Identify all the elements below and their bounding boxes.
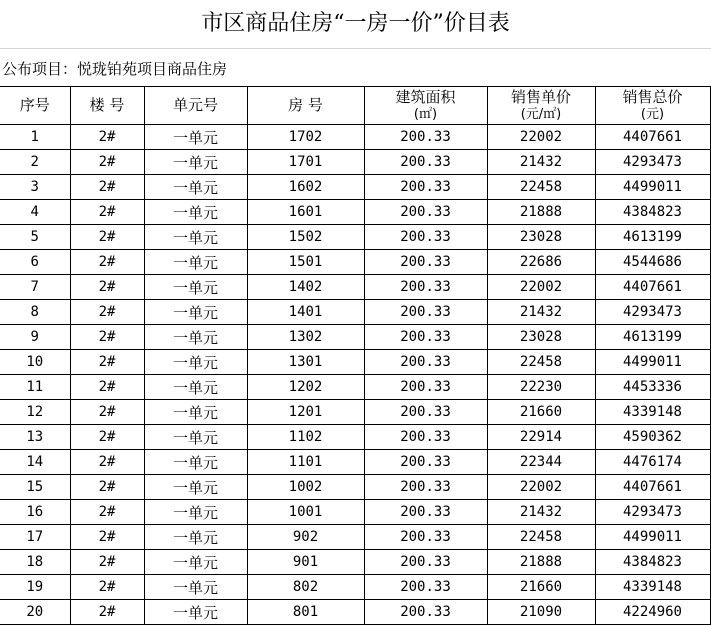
cell-room: 1001 [247,500,364,525]
cell-area: 200.33 [364,325,487,350]
cell-unit-price: 21888 [487,200,595,225]
cell-building: 2# [70,350,144,375]
cell-unit-price: 21660 [487,400,595,425]
col-header-unit-price-line2: (元/㎡) [520,106,562,122]
cell-room: 1102 [247,425,364,450]
cell-unit: 一单元 [144,575,247,600]
cell-unit: 一单元 [144,125,247,150]
cell-unit-price: 22002 [487,275,595,300]
cell-unit-price: 21888 [487,550,595,575]
project-subtitle: 公布项目：悦珑铂苑项目商品住房 [0,49,711,87]
cell-total-price: 4499011 [595,175,710,200]
cell-total-price: 4499011 [595,350,710,375]
table-body [0,125,710,625]
cell-unit-price: 22344 [487,450,595,475]
cell-area: 200.33 [364,275,487,300]
col-header-unit: 单元号 [144,87,247,125]
cell-seq: 15 [0,475,70,500]
table-row [0,525,710,550]
cell-unit: 一单元 [144,450,247,475]
col-header-total [595,87,710,125]
cell-total-price: 4453336 [595,375,710,400]
cell-area: 200.33 [364,575,487,600]
cell-building: 2# [70,300,144,325]
cell-total-price: 4293473 [595,150,710,175]
cell-area: 200.33 [364,475,487,500]
table-row [0,425,710,450]
cell-area: 200.33 [364,500,487,525]
table-row [0,225,710,250]
cell-building: 2# [70,525,144,550]
cell-total-price: 4590362 [595,425,710,450]
cell-unit: 一单元 [144,300,247,325]
table-row [0,250,710,275]
cell-unit: 一单元 [144,225,247,250]
cell-unit-price: 21090 [487,600,595,625]
cell-total-price: 4384823 [595,200,710,225]
cell-seq: 3 [0,175,70,200]
cell-total-price: 4476174 [595,450,710,475]
cell-unit: 一单元 [144,550,247,575]
table-row [0,400,710,425]
cell-area: 200.33 [364,175,487,200]
cell-room: 1701 [247,150,364,175]
cell-total-price: 4339148 [595,400,710,425]
cell-building: 2# [70,125,144,150]
cell-room: 1101 [247,450,364,475]
col-header-building: 楼 号 [70,87,144,125]
cell-area: 200.33 [364,225,487,250]
cell-unit-price: 22002 [487,475,595,500]
cell-total-price: 4613199 [595,325,710,350]
cell-building: 2# [70,500,144,525]
cell-room: 1502 [247,225,364,250]
cell-area: 200.33 [364,250,487,275]
cell-seq: 9 [0,325,70,350]
table-row [0,450,710,475]
cell-unit: 一单元 [144,525,247,550]
cell-building: 2# [70,600,144,625]
cell-unit-price: 23028 [487,225,595,250]
cell-seq: 8 [0,300,70,325]
col-header-area-line1: 建筑面积 [395,87,456,106]
page-title: 市区商品住房“一房一价”价目表 [0,0,711,49]
col-header-unit-price-line1: 销售单价 [510,87,571,106]
cell-unit-price: 22230 [487,375,595,400]
table-row [0,125,710,150]
col-header-area [364,87,487,125]
cell-area: 200.33 [364,200,487,225]
cell-building: 2# [70,425,144,450]
cell-total-price: 4339148 [595,575,710,600]
cell-room: 902 [247,525,364,550]
cell-total-price: 4499011 [595,525,710,550]
price-table [0,87,711,625]
cell-seq: 5 [0,225,70,250]
cell-building: 2# [70,175,144,200]
cell-unit: 一单元 [144,150,247,175]
cell-area: 200.33 [364,350,487,375]
cell-unit: 一单元 [144,250,247,275]
table-row [0,375,710,400]
cell-seq: 4 [0,200,70,225]
cell-unit-price: 21432 [487,150,595,175]
table-row [0,475,710,500]
cell-building: 2# [70,375,144,400]
cell-unit: 一单元 [144,425,247,450]
cell-room: 1501 [247,250,364,275]
cell-seq: 19 [0,575,70,600]
cell-building: 2# [70,200,144,225]
cell-area: 200.33 [364,425,487,450]
cell-room: 1402 [247,275,364,300]
cell-building: 2# [70,225,144,250]
cell-area: 200.33 [364,375,487,400]
cell-building: 2# [70,450,144,475]
cell-unit: 一单元 [144,375,247,400]
cell-room: 1401 [247,300,364,325]
cell-area: 200.33 [364,400,487,425]
table-row [0,275,710,300]
cell-unit-price: 22458 [487,525,595,550]
cell-total-price: 4293473 [595,300,710,325]
cell-unit-price: 21432 [487,500,595,525]
col-header-area-line2: (㎡) [413,106,438,122]
col-header-total-line2: (元) [640,106,665,122]
cell-unit: 一单元 [144,325,247,350]
col-header-room: 房 号 [247,87,364,125]
cell-seq: 16 [0,500,70,525]
cell-room: 901 [247,550,364,575]
cell-area: 200.33 [364,125,487,150]
cell-unit: 一单元 [144,275,247,300]
cell-area: 200.33 [364,450,487,475]
table-row [0,300,710,325]
table-row [0,325,710,350]
cell-area: 200.33 [364,150,487,175]
cell-total-price: 4407661 [595,125,710,150]
cell-seq: 20 [0,600,70,625]
cell-building: 2# [70,475,144,500]
cell-seq: 13 [0,425,70,450]
cell-room: 1301 [247,350,364,375]
cell-unit: 一单元 [144,475,247,500]
cell-area: 200.33 [364,600,487,625]
cell-seq: 7 [0,275,70,300]
cell-unit-price: 22914 [487,425,595,450]
cell-unit: 一单元 [144,500,247,525]
cell-unit-price: 21432 [487,300,595,325]
table-row [0,500,710,525]
cell-area: 200.33 [364,300,487,325]
cell-total-price: 4224960 [595,600,710,625]
cell-seq: 10 [0,350,70,375]
cell-seq: 11 [0,375,70,400]
cell-unit: 一单元 [144,350,247,375]
cell-area: 200.33 [364,550,487,575]
cell-building: 2# [70,325,144,350]
cell-unit-price: 22458 [487,175,595,200]
cell-seq: 18 [0,550,70,575]
table-row [0,175,710,200]
table-row [0,200,710,225]
cell-total-price: 4407661 [595,275,710,300]
cell-unit-price: 22002 [487,125,595,150]
cell-room: 1201 [247,400,364,425]
cell-area: 200.33 [364,525,487,550]
cell-room: 1702 [247,125,364,150]
cell-building: 2# [70,400,144,425]
cell-unit: 一单元 [144,175,247,200]
cell-unit: 一单元 [144,600,247,625]
cell-total-price: 4544686 [595,250,710,275]
cell-seq: 2 [0,150,70,175]
cell-unit-price: 22458 [487,350,595,375]
cell-building: 2# [70,275,144,300]
col-header-seq: 序号 [0,87,70,125]
cell-unit-price: 23028 [487,325,595,350]
cell-room: 802 [247,575,364,600]
cell-total-price: 4384823 [595,550,710,575]
cell-seq: 14 [0,450,70,475]
cell-unit-price: 21660 [487,575,595,600]
cell-seq: 12 [0,400,70,425]
cell-seq: 1 [0,125,70,150]
table-row [0,550,710,575]
cell-building: 2# [70,550,144,575]
cell-room: 1601 [247,200,364,225]
cell-total-price: 4293473 [595,500,710,525]
cell-room: 801 [247,600,364,625]
cell-unit: 一单元 [144,400,247,425]
table-header-row [0,87,710,125]
cell-unit: 一单元 [144,200,247,225]
table-row [0,350,710,375]
cell-building: 2# [70,250,144,275]
cell-building: 2# [70,575,144,600]
cell-room: 1002 [247,475,364,500]
cell-room: 1302 [247,325,364,350]
col-header-unit-price [487,87,595,125]
cell-room: 1202 [247,375,364,400]
cell-unit-price: 22686 [487,250,595,275]
cell-total-price: 4407661 [595,475,710,500]
cell-room: 1602 [247,175,364,200]
cell-seq: 6 [0,250,70,275]
cell-seq: 17 [0,525,70,550]
col-header-total-line1: 销售总价 [622,87,683,106]
table-row [0,575,710,600]
table-row [0,150,710,175]
table-row [0,600,710,625]
cell-total-price: 4613199 [595,225,710,250]
cell-building: 2# [70,150,144,175]
